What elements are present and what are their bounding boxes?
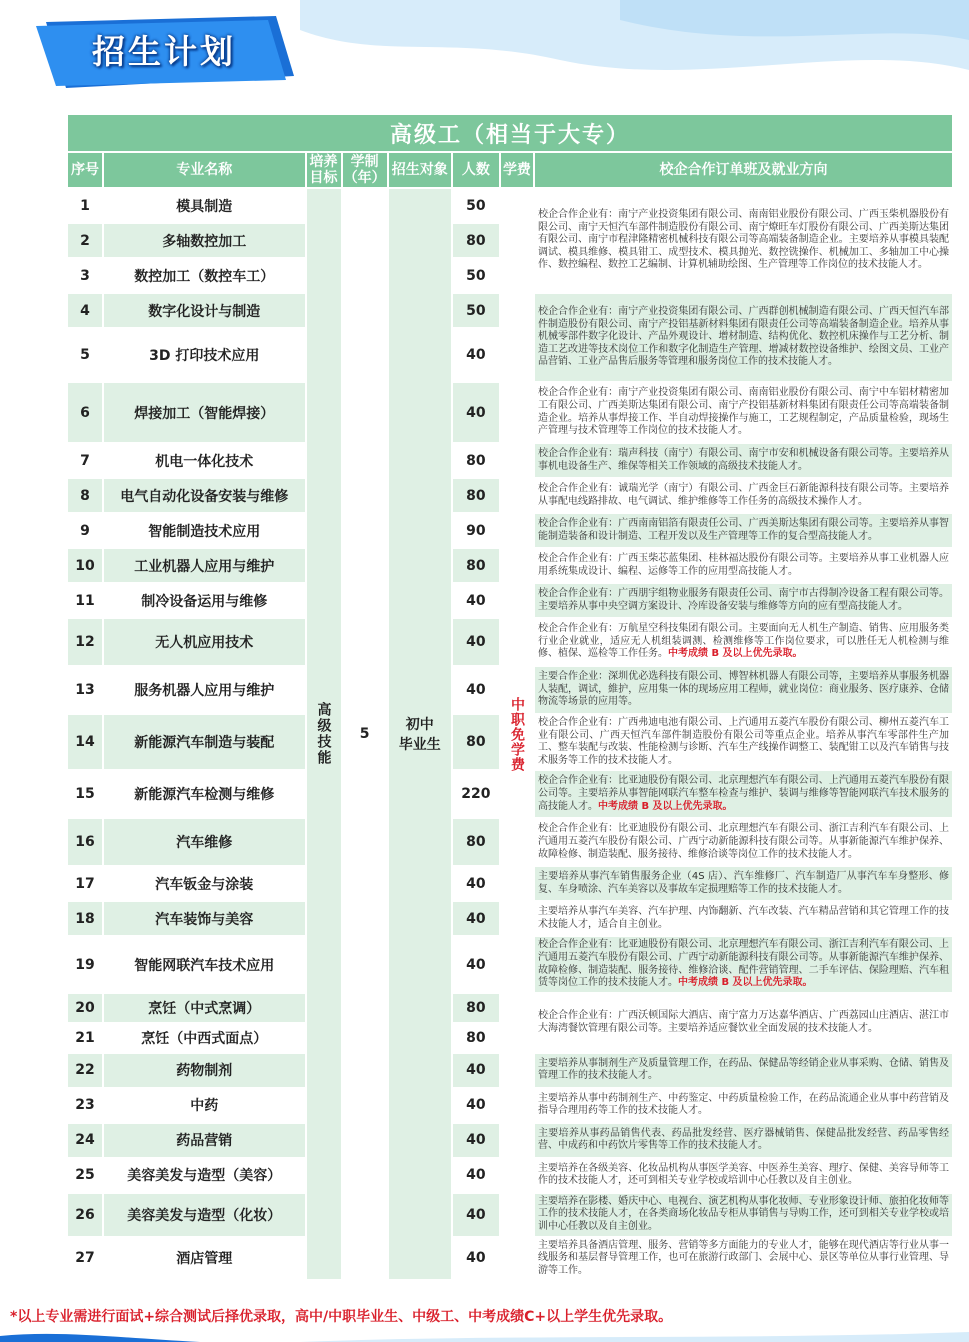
row-desc: 主要培养从事汽车销售服务企业（4S 店）、汽车维修厂、汽车制造厂从事汽车车身整形、修复、车身喷涂、汽车美容以及事故车定损理赔等工作的技术技能人才。 [535, 867, 952, 900]
row-count: 40 [453, 902, 499, 935]
row-desc: 校企合作企业有：广西南南铝箔有限责任公司、广西美斯达集团有限公司等。主要培养从事智能制造装备和设计制造、工程开发以及生产管理等工作的复合型高技能人才。 [535, 514, 952, 547]
row-count: 40 [453, 937, 499, 991]
table-row [68, 189, 952, 222]
row-desc: 校企合作企业有：广西弗迪电池有限公司、上汽通用五菱汽车股份有限公司、柳州五菱汽车工业有限公司、广西天恒汽车部件制造股份有限公司等重点企业。培养从事汽车零部件生产加工、整车装配与改装、性能检测与诊断、汽车生产线操作调整工、装配钳工以及汽车销售与技术服务等工作的技术技能人才。 [535, 715, 952, 769]
row-name: 3D 打印技术应用 [104, 329, 304, 381]
priority-note: 中考成绩 B 及以上优先录取。 [667, 648, 803, 660]
row-desc [535, 937, 952, 991]
row-no: 1 [68, 189, 102, 222]
row-count: 220 [453, 771, 499, 817]
row-name: 工业机器人应用与维护 [104, 549, 304, 582]
bottom-wave-decoration [0, 1330, 969, 1342]
row-count: 80 [453, 819, 499, 865]
row-count: 50 [453, 259, 499, 292]
row-no: 23 [68, 1089, 102, 1122]
row-no: 9 [68, 514, 102, 547]
row-desc: 主要培养从事汽车美容、汽车护理、内饰翻新、汽车改装、汽车精品营销和其它管理工作的技术技能人才，适合自主创业。 [535, 902, 952, 935]
row-count: 40 [453, 867, 499, 900]
row-name: 新能源汽车检测与维修 [104, 771, 304, 817]
header-goal: 培养目标 [307, 153, 341, 187]
row-name: 汽车装饰与美容 [104, 902, 304, 935]
row-count: 40 [453, 1238, 499, 1280]
row-desc: 校企合作企业有：南宁产业投资集团有限公司、广西群创机械制造有限公司、广西天恒汽车部件制造股份有限公司、南宁产投铝基新材料集团有限责任公司等高端装备制造企业。培养从事机械零部件数字化设计、产品外观设计、增材制造、结构优化、数控机床操作与工艺分析、制造工艺改进等技术岗位工作和数字化制造生产管理、增减材数控设备维护、绘图文员、工业产品营销、工业产品售后服务等管理和服务岗位工作的技术技能人才。 [535, 294, 952, 381]
row-name: 服务机器人应用与维护 [104, 667, 304, 713]
goal-cell [307, 189, 341, 1279]
row-desc: 校企合作企业有：诚瑞光学（南宁）有限公司、广西金巨石新能源科技有限公司等。主要培养从事配电线路排故、电气调试、维护维修等工作任务的高级技术操作人才。 [535, 479, 952, 512]
row-desc [535, 619, 952, 665]
row-no: 27 [68, 1238, 102, 1280]
desc-text: 校企合作企业有：万航星空科技集团有限公司。主要面向无人机生产制造、销售、应用服务类行业企业就业，适应无人机组装调测、检测维修等工作岗位要求，可以胜任无人机检测与维修、植保、巡检等工作任务。 [537, 623, 949, 660]
row-count: 80 [453, 479, 499, 512]
row-count: 40 [453, 1124, 499, 1157]
level-banner: 高级工（相当于大专） [68, 115, 952, 151]
goal-text: 高级技能 [315, 702, 332, 767]
row-no: 26 [68, 1194, 102, 1236]
row-no: 17 [68, 867, 102, 900]
row-desc: 主要培养在各级美容、化妆品机构从事医学美容、中医养生美容、理疗、保健、美容导师等工作的技术技能人才，还可到相关专业学校或培训中心任教以及自主创业。 [535, 1159, 952, 1192]
row-name: 烹饪（中西式面点） [104, 1024, 304, 1052]
enrollment-table-container [66, 113, 954, 1281]
row-name: 汽车维修 [104, 819, 304, 865]
row-name: 烹饪（中式烹调） [104, 994, 304, 1022]
header-desc: 校企合作订单班及就业方向 [535, 153, 952, 187]
row-count: 40 [453, 383, 499, 442]
row-no: 7 [68, 444, 102, 477]
row-no: 11 [68, 584, 102, 617]
row-name: 多轴数控加工 [104, 224, 304, 257]
row-no: 25 [68, 1159, 102, 1192]
row-count: 80 [453, 715, 499, 769]
row-name: 中药 [104, 1089, 304, 1122]
row-no: 22 [68, 1054, 102, 1087]
header-target: 招生对象 [389, 153, 451, 187]
row-desc: 主要培养具备酒店管理、服务、营销等多方面能力的专业人才，能够在现代酒店等行业从事一线服务和基层督导管理工作，也可在旅游行政部门、会展中心、景区等单位从事行业管理、导游等工作。 [535, 1238, 952, 1280]
target-line2: 毕业生 [398, 737, 441, 754]
row-name: 酒店管理 [104, 1238, 304, 1280]
desc-text: 校企合作企业有：比亚迪股份有限公司、北京理想汽车有限公司、浙江吉利汽车有限公司、上汽通用五菱汽车股份有限公司、广西宁动新能源科技有限公司等。从事新能源汽车维护保养、故障检修、制造装配、服务接待、维修洽谈、配件营销管理、二手车评估、保险理赔、汽车租赁等岗位工作的技术技能人才。 [537, 939, 949, 989]
row-name: 美容美发与造型（美容） [104, 1159, 304, 1192]
row-desc: 校企合作企业有：南宁产业投资集团有限公司、南南铝业股份有限公司、广西玉柴机器股份有限公司、南宁天恒汽车部件制造股份有限公司、南宁燎旺车灯股份有限公司、广西美斯达集团有限公司、南宁市程津隆精密机械科技有限公司等高端装备制造企业。主要培养从事模具装配调试、模具维修、模具钳工、成型技术、模具抛光、数控铣操作、机械加工、多轴加工中心操作、数控编程、数控工艺编制、计算机辅助绘图、生产管理等工作岗位的技术技能人才。 [535, 189, 952, 292]
row-no: 12 [68, 619, 102, 665]
row-name: 制冷设备运用与维修 [104, 584, 304, 617]
row-no: 20 [68, 994, 102, 1022]
row-name: 焊接加工（智能焊接） [104, 383, 304, 442]
row-no: 15 [68, 771, 102, 817]
row-no: 8 [68, 479, 102, 512]
row-count: 40 [453, 584, 499, 617]
row-count: 80 [453, 994, 499, 1022]
enrollment-table [66, 113, 954, 1281]
row-desc: 主要培养在影楼、婚庆中心、电视台、演艺机构从事化妆师、专业形象设计师、旅拍化妆师等工作的技术技能人才，在各类商场化妆品专柜从事销售与导购工作，还可到相关专业学校或培训中心任教以及自主创业。 [535, 1194, 952, 1236]
row-desc: 主要合作企业：深圳优必选科技有限公司、博智林机器人有限公司等，主要培养从事服务机器人装配，调试，維护，应用集一体的现场应用工程师，就业岗位：商业服务、医疗康养、仓储物流等场景的应用等。 [535, 667, 952, 713]
row-count: 80 [453, 1024, 499, 1052]
row-count: 90 [453, 514, 499, 547]
row-no: 24 [68, 1124, 102, 1157]
footnote: *以上专业需进行面试+综合测试后择优录取，高中/中职毕业生、中级工、中考成绩C+以上学生优先录取。 [10, 1309, 673, 1325]
row-count: 40 [453, 1089, 499, 1122]
row-name: 美容美发与造型（化妆） [104, 1194, 304, 1236]
row-no: 10 [68, 549, 102, 582]
row-no: 16 [68, 819, 102, 865]
row-name: 智能制造技术应用 [104, 514, 304, 547]
row-desc: 主要培养从事中药制剂生产、中药鉴定、中药质量检验工作，在药品流通企业从事中药营销及指导合理用药等工作的技术技能人才。 [535, 1089, 952, 1122]
target-line1: 初中 [405, 717, 434, 734]
row-name: 电气自动化设备安装与维修 [104, 479, 304, 512]
row-no: 14 [68, 715, 102, 769]
target-cell [389, 189, 451, 1279]
row-count: 50 [453, 189, 499, 222]
header-no: 序号 [68, 153, 102, 187]
header-name: 专业名称 [104, 153, 304, 187]
row-count: 80 [453, 444, 499, 477]
row-count: 40 [453, 667, 499, 713]
row-count: 40 [453, 1159, 499, 1192]
page-title: 招生计划 [92, 32, 236, 71]
years-cell: 5 [343, 189, 387, 1279]
row-name: 汽车钣金与涂装 [104, 867, 304, 900]
header-count: 人数 [453, 153, 499, 187]
row-count: 80 [453, 549, 499, 582]
row-no: 3 [68, 259, 102, 292]
row-desc [535, 771, 952, 817]
row-desc: 校企合作企业有：广西朋宇组物业服务有限责任公司、南宁市古得制冷设备工程有限公司等。主要培养从事中央空调方案设计、冷库设备安装与维修等方向的应有型高技能人才。 [535, 584, 952, 617]
row-no: 5 [68, 329, 102, 381]
row-count: 50 [453, 294, 499, 327]
row-count: 40 [453, 329, 499, 381]
row-desc: 主要培养从事药品销售代表、药品批发经营、医疗器械销售、保健品批发经营、药品零售经营、中成药和中药饮片零售等工作的技术技能人才。 [535, 1124, 952, 1157]
row-count: 40 [453, 1054, 499, 1087]
row-no: 6 [68, 383, 102, 442]
row-name: 无人机应用技术 [104, 619, 304, 665]
row-no: 2 [68, 224, 102, 257]
fee-text: 中职免学费 [508, 696, 525, 772]
row-name: 药品营销 [104, 1124, 304, 1157]
row-name: 数控加工（数控车工） [104, 259, 304, 292]
row-count: 40 [453, 1194, 499, 1236]
header-years: 学制（年） [343, 154, 386, 186]
row-desc: 校企合作企业有：瑞声科技（南宁）有限公司、南宁市安和机械设备有限公司等。主要培养从事机电设备生产、维保等相关工作领域的高级技术技能人才。 [535, 444, 952, 477]
row-count: 40 [453, 619, 499, 665]
row-count: 80 [453, 224, 499, 257]
row-desc: 校企合作企业有：广西沃顿国际大酒店、南宁富力万达嘉华酒店、广西荔园山庄酒店、湛江市大海湾餐饮管理有限公司等。主要培养适应餐饮业全面发展的技术技能人才。 [535, 994, 952, 1052]
row-no: 19 [68, 937, 102, 991]
row-no: 4 [68, 294, 102, 327]
priority-note: 中考成绩 B 及以上优先录取。 [597, 800, 733, 812]
desc-text: 校企合作企业有：比亚迪股份有限公司、北京理想汽车有限公司、上汽通用五菱汽车股份有限公司等。主要培养从事智能网联汽车整车检查与维护、装调与维修等智能网联汽车技术服务的高技能人才。 [537, 775, 949, 812]
row-desc: 校企合作企业有：广西玉柴芯蓝集团、桂林福达股份有限公司等。主要培养从事工业机器人应用系统集成设计、编程、运修等工作的应用型高技能人才。 [535, 549, 952, 582]
row-name: 机电一体化技术 [104, 444, 304, 477]
fee-cell [501, 189, 533, 1279]
row-name: 模具制造 [104, 189, 304, 222]
row-name: 智能网联汽车技术应用 [104, 937, 304, 991]
row-no: 18 [68, 902, 102, 935]
row-desc: 校企合作企业有：比亚迪股份有限公司、北京理想汽车有限公司、浙江吉利汽车有限公司、上汽通用五菱汽车股份有限公司、广西宁动新能源科技有限公司等。从事新能源汽车维护保养、故障检修、制造装配、服务接待、维修洽谈等岗位工作的技术技能人才。 [535, 819, 952, 865]
row-no: 21 [68, 1024, 102, 1052]
row-name: 药物制剂 [104, 1054, 304, 1087]
row-name: 数字化设计与制造 [104, 294, 304, 327]
row-desc: 校企合作企业有：南宁产业投资集团有限公司、南南铝业股份有限公司、南宁中车铝材精密加工有限公司、广西美斯达集团有限公司、南宁产投铝基新材料集团有限责任公司等高端装备制造企业。培养从事焊接工作、半自动焊接操作与施工，工艺规程制定，产品质量检验，现场生产管理与技术管理等工作岗位的技术技能人才。 [535, 383, 952, 442]
row-no: 13 [68, 667, 102, 713]
priority-note: 中考成绩 B 及以上优先录取。 [677, 977, 813, 989]
header-fee: 学费 [501, 153, 533, 187]
row-name: 新能源汽车制造与装配 [104, 715, 304, 769]
row-desc: 主要培养从事制剂生产及质量管理工作，在药品、保健品等经销企业从事采购、仓储、销售及管理工作的技术技能人才。 [535, 1054, 952, 1087]
